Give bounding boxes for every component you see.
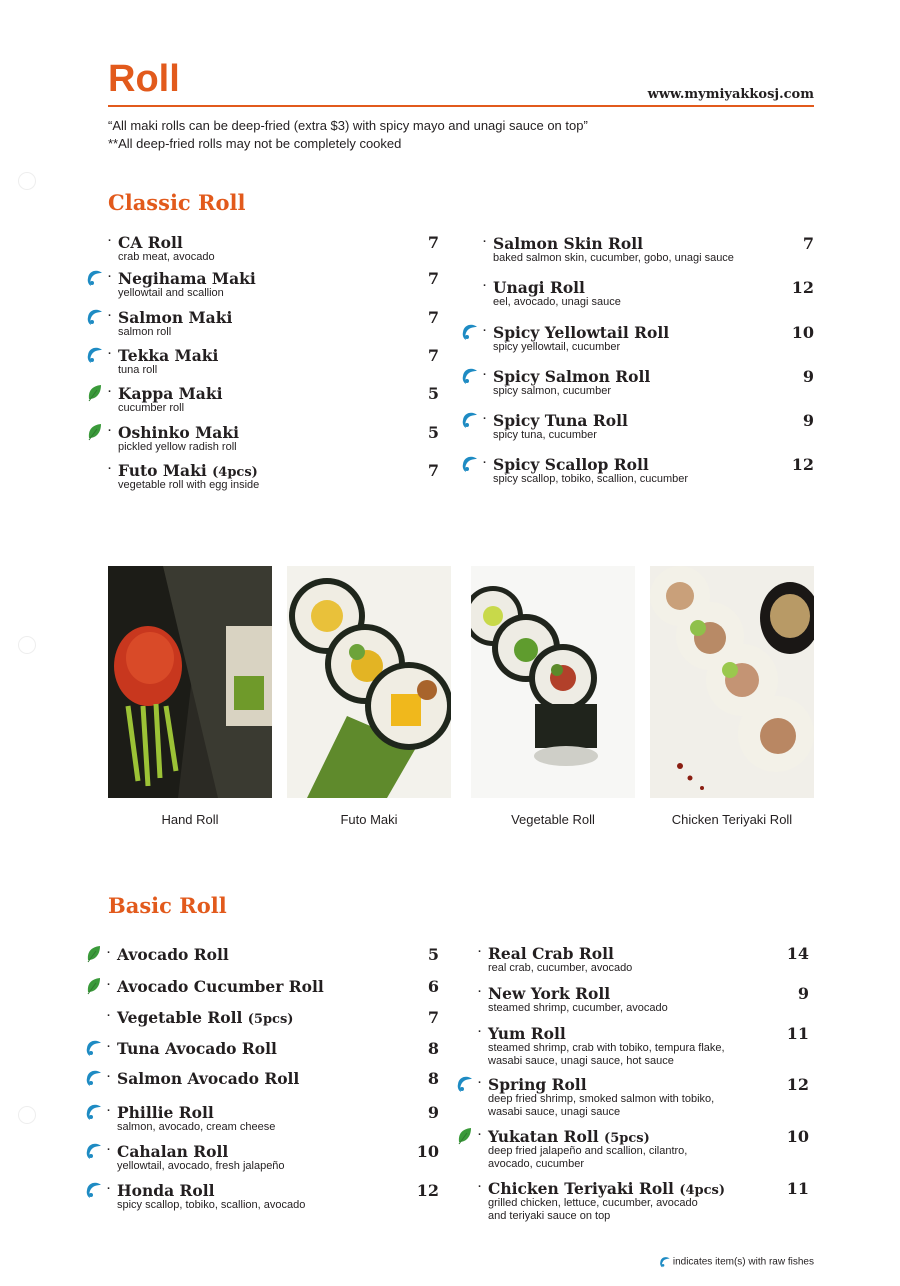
fish-icon (461, 411, 479, 429)
menu-item-name: Spicy Scallop Roll (493, 455, 649, 474)
bullet: · (108, 386, 112, 398)
menu-item-description: tuna roll (118, 364, 158, 376)
fish-icon (85, 1069, 103, 1087)
menu-item-price: 10 (786, 1127, 809, 1146)
menu-item-price: 5 (427, 423, 439, 442)
menu-item-description: spicy yellowtail, cucumber (493, 341, 621, 353)
bullet: · (483, 457, 487, 469)
bullet: · (107, 947, 111, 959)
raw-fish-legend (659, 1256, 814, 1268)
menu-item-price: 7 (427, 461, 439, 480)
fish-icon (461, 455, 479, 473)
menu-item (108, 346, 439, 386)
menu-item-description: spicy salmon, cucumber (493, 385, 611, 397)
menu-item-description: spicy tuna, cucumber (493, 429, 597, 441)
menu-item (108, 423, 439, 463)
menu-item-name: Chicken Teriyaki Roll (4pcs) (488, 1179, 726, 1198)
deep-fried-note: “All maki rolls can be deep-fried (extra $3) with spicy mayo and unagi sauce on top” (108, 118, 588, 133)
menu-item-description: eel, avocado, unagi sauce (493, 296, 621, 308)
menu-item-quantity: (5pcs) (247, 1012, 294, 1027)
menu-item (478, 1024, 809, 1067)
menu-item (478, 984, 809, 1024)
bullet: · (478, 1129, 482, 1141)
legend-text: indicates item(s) with raw fishes (672, 1256, 814, 1268)
menu-item-price: 7 (802, 234, 814, 253)
menu-item-price: 8 (427, 1039, 439, 1058)
menu-item (108, 269, 439, 309)
menu-item (107, 1103, 439, 1143)
bullet: · (478, 946, 482, 958)
menu-item-description: deep fried jalapeño and scallion, cilantro, avocado, cucumber (488, 1145, 688, 1170)
bullet: · (483, 280, 487, 292)
website-url[interactable]: www.mymiyakkosj.com (647, 87, 814, 102)
fish-icon (659, 1256, 671, 1268)
menu-item (483, 367, 814, 407)
menu-item (107, 1142, 439, 1182)
menu-item (108, 308, 439, 348)
bullet: · (478, 1026, 482, 1038)
bullet: · (107, 1071, 111, 1083)
menu-item-description: yellowtail and scallion (118, 287, 224, 299)
fish-icon (86, 308, 104, 326)
bullet: · (478, 1077, 482, 1089)
menu-item (108, 461, 439, 501)
menu-item-price: 9 (802, 411, 814, 430)
binder-hole (18, 636, 36, 654)
menu-item-name: Avocado Roll (117, 945, 229, 964)
fish-icon (85, 1039, 103, 1057)
menu-item (108, 384, 439, 424)
menu-item-name: Real Crab Roll (488, 944, 614, 963)
futo-maki-photo (287, 566, 451, 798)
leaf-icon (456, 1127, 474, 1145)
menu-item-price: 9 (427, 1103, 439, 1122)
menu-item-price: 5 (427, 945, 439, 964)
fish-icon (456, 1075, 474, 1093)
bullet: · (108, 271, 112, 283)
menu-item-price: 10 (791, 323, 814, 342)
page-title: Roll (108, 58, 180, 100)
photo-caption: Vegetable Roll (511, 812, 595, 827)
bullet: · (107, 979, 111, 991)
title-divider (108, 105, 814, 107)
menu-item-name: Honda Roll (117, 1181, 215, 1200)
bullet: · (108, 310, 112, 322)
menu-item-name: Avocado Cucumber Roll (117, 977, 324, 996)
photo-caption: Futo Maki (340, 812, 398, 827)
menu-item-name: Spicy Tuna Roll (493, 411, 628, 430)
menu-item-name: Negihama Maki (118, 269, 256, 288)
menu-item-price: 11 (786, 1179, 809, 1198)
menu-item-name: Futo Maki (4pcs) (118, 461, 258, 480)
menu-item (483, 455, 814, 495)
menu-item (483, 234, 814, 274)
bullet: · (107, 1105, 111, 1117)
menu-item-name: New York Roll (488, 984, 611, 1003)
hand-roll-photo (108, 566, 272, 798)
bullet: · (478, 1181, 482, 1193)
binder-hole (18, 172, 36, 190)
menu-item (478, 1075, 809, 1118)
bullet: · (483, 325, 487, 337)
menu-item (478, 1179, 809, 1222)
menu-item (483, 411, 814, 451)
menu-item-price: 9 (802, 367, 814, 386)
photo-caption: Hand Roll (161, 812, 219, 827)
menu-item-description: yellowtail, avocado, fresh jalapeño (117, 1160, 285, 1172)
fish-icon (85, 1103, 103, 1121)
menu-item-description: grilled chicken, lettuce, cucumber, avocado and teriyaki sauce on top (488, 1197, 698, 1222)
menu-item-description: baked salmon skin, cucumber, gobo, unagi sauce (493, 252, 734, 264)
menu-item-description: steamed shrimp, cucumber, avocado (488, 1002, 668, 1014)
bullet: · (107, 1183, 111, 1195)
bullet: · (483, 413, 487, 425)
fish-icon (461, 323, 479, 341)
menu-item-name: Yum Roll (488, 1024, 566, 1043)
menu-item-name: Salmon Maki (118, 308, 233, 327)
chicken-teriyaki-roll-photo (650, 566, 814, 798)
menu-item-name: Salmon Skin Roll (493, 234, 644, 253)
menu-item-price: 14 (786, 944, 809, 963)
section-title-classic-roll: Classic Roll (108, 190, 246, 215)
menu-item-price: 6 (427, 977, 439, 996)
bullet: · (483, 236, 487, 248)
menu-item-name: Unagi Roll (493, 278, 585, 297)
menu-item-price: 11 (786, 1024, 809, 1043)
menu-item-price: 7 (427, 308, 439, 327)
fish-icon (86, 269, 104, 287)
menu-item-name: Spicy Yellowtail Roll (493, 323, 670, 342)
menu-item (107, 1181, 439, 1221)
cooking-disclaimer: **All deep-fried rolls may not be completely cooked (108, 136, 402, 151)
menu-item-description: deep fried shrimp, smoked salmon with tobiko, wasabi sauce, unagi sauce (488, 1093, 715, 1118)
fish-icon (85, 1142, 103, 1160)
menu-item-price: 5 (427, 384, 439, 403)
menu-item-price: 10 (416, 1142, 439, 1161)
bullet: · (108, 235, 112, 247)
menu-item-quantity: (5pcs) (604, 1131, 650, 1146)
menu-item-quantity: (4pcs) (679, 1183, 726, 1198)
bullet: · (108, 348, 112, 360)
bullet: · (108, 463, 112, 475)
bullet: · (478, 986, 482, 998)
fish-icon (86, 346, 104, 364)
menu-item-name: Salmon Avocado Roll (117, 1069, 300, 1088)
menu-item-description: crab meat, avocado (118, 251, 215, 263)
menu-item-name: Vegetable Roll (5pcs) (117, 1008, 294, 1027)
menu-item-price: 12 (416, 1181, 439, 1200)
menu-item-price: 8 (427, 1069, 439, 1088)
menu-item-price: 9 (797, 984, 809, 1003)
menu-item-description: spicy scallop, tobiko, scallion, avocado (117, 1199, 306, 1211)
bullet: · (108, 425, 112, 437)
menu-item-price: 7 (427, 346, 439, 365)
fish-icon (461, 367, 479, 385)
menu-item-description: salmon, avocado, cream cheese (117, 1121, 276, 1133)
menu-item (478, 944, 809, 984)
menu-item-name: Spicy Salmon Roll (493, 367, 651, 386)
leaf-icon (86, 384, 104, 402)
menu-item-name: Cahalan Roll (117, 1142, 229, 1161)
menu-item-price: 7 (427, 269, 439, 288)
menu-item-name: Tuna Avocado Roll (117, 1039, 277, 1058)
menu-item-description: vegetable roll with egg inside (118, 479, 260, 491)
menu-item-description: spicy scallop, tobiko, scallion, cucumber (493, 473, 689, 485)
menu-item-price: 12 (791, 455, 814, 474)
section-title-basic-roll: Basic Roll (108, 893, 227, 918)
menu-item-price: 7 (427, 233, 439, 252)
bullet: · (483, 369, 487, 381)
menu-item-description: real crab, cucumber, avocado (488, 962, 633, 974)
menu-item (478, 1127, 809, 1170)
menu-item-name: Phillie Roll (117, 1103, 214, 1122)
leaf-icon (85, 977, 103, 995)
menu-item-description: cucumber roll (118, 402, 185, 414)
menu-item-name: CA Roll (118, 233, 183, 252)
menu-item (483, 323, 814, 363)
menu-item-name: Kappa Maki (118, 384, 223, 403)
bullet: · (107, 1144, 111, 1156)
bullet: · (107, 1041, 111, 1053)
menu-item (483, 278, 814, 318)
menu-item-name: Spring Roll (488, 1075, 587, 1094)
menu-item-quantity: (4pcs) (212, 465, 258, 480)
menu-item-price: 12 (786, 1075, 809, 1094)
leaf-icon (86, 423, 104, 441)
menu-item-name: Yukatan Roll (5pcs) (488, 1127, 650, 1146)
menu-item-name: Tekka Maki (118, 346, 219, 365)
binder-hole (18, 1106, 36, 1124)
leaf-icon (85, 945, 103, 963)
menu-item-price: 7 (427, 1008, 439, 1027)
bullet: · (107, 1010, 111, 1022)
menu-item-description: steamed shrimp, crab with tobiko, tempura flake, wasabi sauce, unagi sauce, hot sauce (488, 1042, 725, 1067)
menu-item (108, 233, 439, 273)
menu-item-name: Oshinko Maki (118, 423, 239, 442)
menu-item-description: salmon roll (118, 326, 172, 338)
photo-caption: Chicken Teriyaki Roll (671, 812, 793, 827)
menu-item-price: 12 (791, 278, 814, 297)
menu-item-description: pickled yellow radish roll (118, 441, 237, 453)
fish-icon (85, 1181, 103, 1199)
vegetable-roll-photo (471, 566, 635, 798)
